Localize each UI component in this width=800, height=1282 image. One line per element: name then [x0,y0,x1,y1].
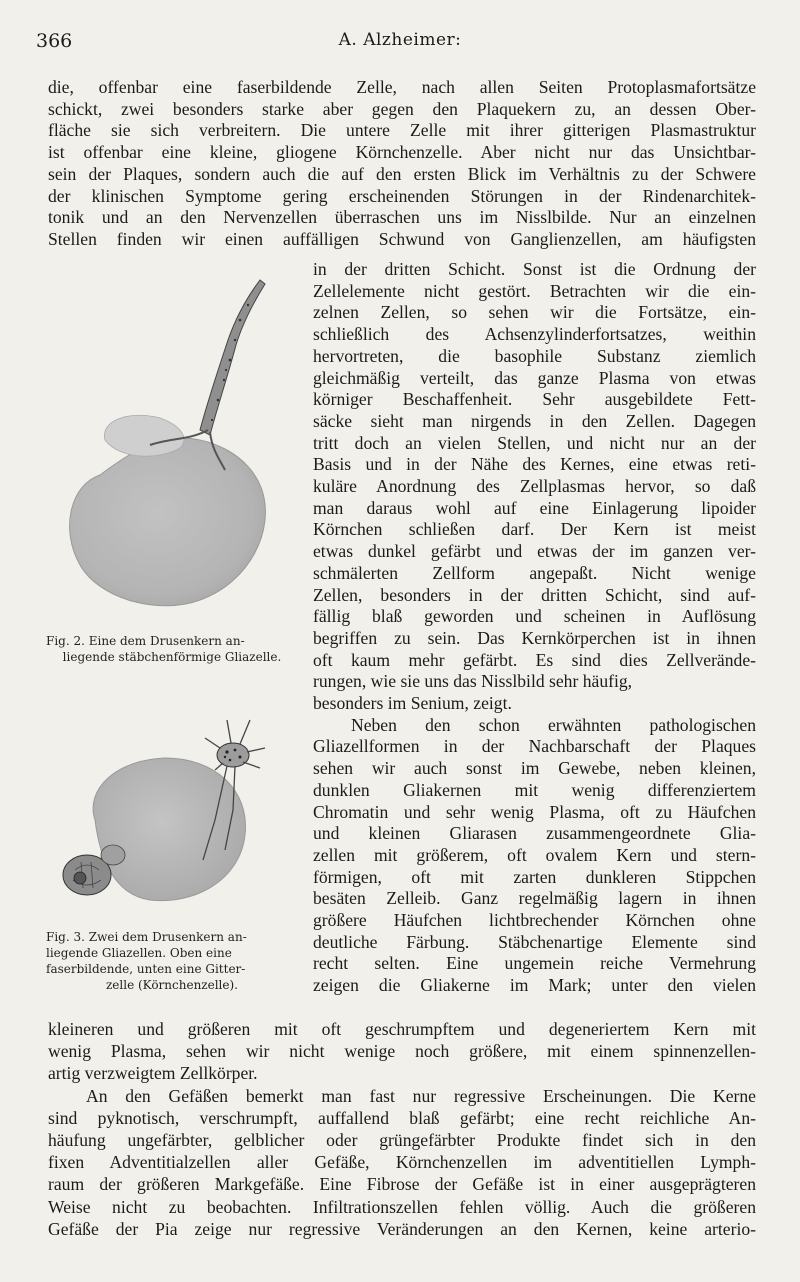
figure-2-caption-line: liegende stäbchenförmige Gliazelle. [62,650,282,664]
figure-2-illustration [40,270,305,620]
text-line: zellen mit größerem, oft ovalem Kern und stern- [313,844,756,865]
text-line: förmigen, oft mit zarten dunkleren Stippchen [313,866,756,887]
text-line: körniger Beschaffenheit. Sehr ausgebildete Fett- [313,389,756,410]
text-line: Weise nicht zu beobachten. Infiltrationszellen fehlen völlig. Auch die größeren [48,1196,756,1217]
text-line: An den Gefäßen bemerkt man fast nur regressive Erscheinungen. Die Kerne [86,1085,756,1106]
text-line: schließlich des Achsenzylinderfortsatzes, weithin [313,324,756,345]
text-line: besonders im Senium, zeigt. [313,693,512,713]
text-line: sein der Plaques, sondern auch die auf den ersten Blick im Verhältnis zu der Schwere [48,163,756,184]
text-line: Zellen, besonders in der dritten Schicht, sind auf- [313,584,756,605]
text-line: in der dritten Schicht. Sonst ist die Ordnung der [313,259,756,279]
text-line: Körnchen schließen darf. Der Kern ist meist [313,519,756,540]
text-line: wenig Plasma, sehen wir nicht wenige noch größere, mit einem spinnenzellen- [48,1041,756,1062]
figure-2-caption [46,633,298,665]
text-line: hervortreten, die basophile Substanz ziemlich [313,345,756,366]
text-line: größere Häufchen lichtbrechender Körnchen ohne [313,910,756,930]
text-line: begriffen zu sein. Das Kernkörperchen ist in ihnen [313,627,756,648]
text-line: fläche sie sich verbreitern. Die untere Zelle mit ihrer gitterigen Plasmastruktur [48,120,756,141]
text-line: Stellen finden wir einen auffälligen Schwund von Ganglienzellen, am häufigsten [48,228,756,249]
figure-3-illustration [55,700,305,915]
text-line: säcke sieht man nirgends in den Zellen. Dagegen [313,410,756,431]
text-line: dunklen Gliakernen mit wenig differenziertem [313,779,756,800]
text-line: fixen Adventitialzellen aller Gefäße, Körnchenzellen im adventitiellen Lymph- [48,1152,756,1173]
text-line: Gliazellformen in der Nachbarschaft der Plaques [313,736,756,757]
figure-3-caption-line: liegende Gliazellen. Oben eine [46,946,232,960]
text-line: man daraus wohl auf eine Einlagerung lipoider [313,497,756,518]
text-line: fällig blaß geworden und scheinen in Auflösung [313,606,756,627]
text-line: artig verzweigtem Zellkörper. [48,1063,258,1084]
text-line: tritt doch an vielen Stellen, und nicht nur an der [313,432,756,453]
text-line: Neben den schon erwähnten pathologischen [351,714,756,735]
text-line: und kleinen Gliarasen zusammengeordnete Glia- [313,823,756,844]
text-line: sind pyknotisch, verschrumpft, auffallend blaß gefärbt; eine recht reichliche An- [48,1107,756,1128]
figure-3-caption-line: Fig. 3. Zwei dem Drusenkern an- [46,930,247,944]
text-line: besäten Zelleib. Ganz regelmäßig lagern in ihnen [313,888,756,909]
running-head: A. Alzheimer: [338,30,462,50]
text-line: der klinischen Symptome gering erscheinenden Störungen in der Rindenarchitek- [48,185,756,206]
text-line: oft kaum mehr gefärbt. Es sind dies Zellverände- [313,649,756,670]
text-line: schickt, zwei besonders starke aber gegen den Plaquekern zu, an dessen Ober- [48,98,756,119]
text-line: raum der größeren Markgefäße. Eine Fibrose der Gefäße ist in einer ausgeprägteren [48,1174,756,1195]
text-line: Basis und in der Nähe des Kernes, eine etwas reti- [313,454,756,475]
text-line: zeigen die Gliakerne im Mark; unter den vielen [313,975,756,996]
text-line: kuläre Anordnung des Zellplasmas hervor, so daß [313,476,756,496]
text-line: Gefäße der Pia zeige nur regressive Veränderungen an den Kernen, keine arterio- [48,1218,756,1239]
text-line: die, offenbar eine faserbildende Zelle, nach allen Seiten Protoplasmafortsätze [48,77,756,97]
text-line: ist offenbar eine kleine, gliogene Körnchenzelle. Aber nicht nur das Unsichtbar- [48,142,756,163]
figure-3-caption-line: zelle (Körnchenzelle). [105,978,238,992]
text-line: tonik und an den Nervenzellen überraschen uns im Nisslbilde. Nur an einzelnen [48,207,756,228]
text-line: Chromatin und sehr wenig Plasma, oft zu Häufchen [313,801,756,822]
text-line: kleineren und größeren mit oft geschrumpftem und degeneriertem Kern mit [48,1019,756,1039]
text-line: recht selten. Eine ungemein reiche Vermehrung [313,953,756,974]
text-line: etwas dunkel gefärbt und etwas der im ganzen ver- [313,541,756,562]
text-line: schmälerten Zellform angepaßt. Nicht wenige [313,562,756,583]
text-line: sehen wir auch sonst im Gewebe, neben kleinen, [313,758,756,779]
page-number: 366 [36,30,73,52]
page-header [36,30,764,56]
text-line: rungen, wie sie uns das Nisslbild sehr häufig, [313,671,633,692]
figure-3-caption-line: faserbildende, unten eine Gitter- [46,962,246,976]
figure-2-caption-line: Fig. 2. Eine dem Drusenkern an- [46,634,245,648]
text-line: gleichmäßig verteilt, das ganze Plasma von etwas [313,367,756,388]
text-line: Zellelemente nicht gestört. Betrachten wir die ein- [313,280,756,301]
text-line: zelnen Zellen, so sehen wir die Fortsätze, ein- [313,302,756,323]
text-line: häufung ungefärbter, gelblicher oder grüngefärbter Produkte findet sich in den [48,1130,756,1150]
text-line: deutliche Färbung. Stäbchenartige Elemente sind [313,931,756,952]
figure-3-caption [46,929,298,993]
